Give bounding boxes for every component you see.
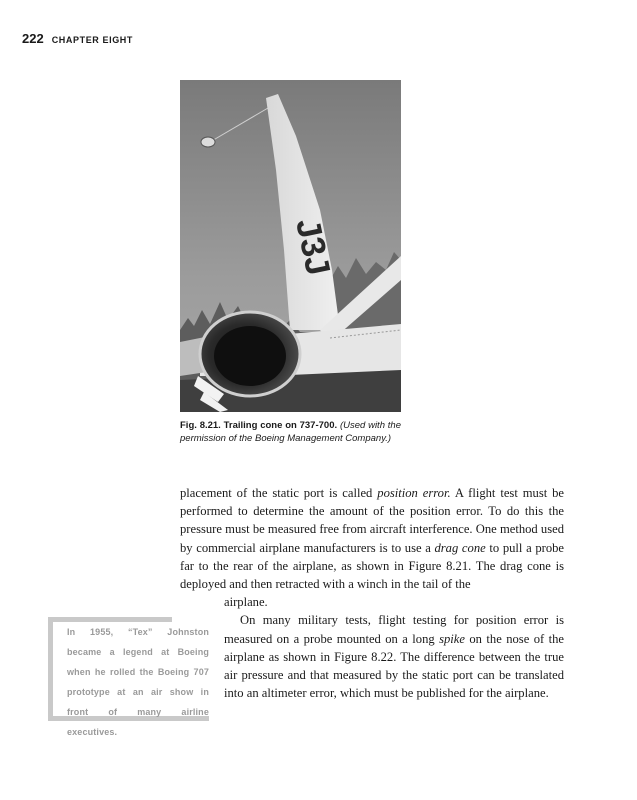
indented-block — [180, 593, 564, 702]
term-spike: spike — [439, 631, 465, 646]
term-position-error: position error. — [377, 486, 451, 500]
sidebar-text: In 1955, “Tex” Johnston became a legend at Boeing when he rolled the Boeing 707 prototype at an air show in front of many airline executives. — [67, 627, 209, 737]
body-text — [180, 484, 564, 702]
caption-label: Fig. 8.21. Trailing cone on 737-700. — [180, 420, 338, 431]
figure-caption — [180, 420, 401, 445]
trailing-cone — [201, 137, 215, 147]
paragraph-1-end: airplane. — [224, 595, 268, 610]
term-drag-cone: drag cone — [434, 540, 486, 555]
page-number: 222 — [22, 31, 44, 46]
figure-photo — [180, 80, 401, 412]
chapter-title: CHAPTER EIGHT — [51, 35, 134, 45]
page-header — [22, 31, 133, 46]
caption-credit: (Used with the permission of the Boeing Management Company.) — [180, 420, 401, 444]
paragraph-1: placement of the static port is called position error. A flight test must be performed to determine the amount of the position error. To do this the pressure must be measured free from aircraft interference. One method used by commercial airplane manufacturers is to use a drag cone to pull a probe far to the rear of the airplane, as shown in Figure 8.21. The drag cone is deployed and then retracted with a winch in the tail of the — [180, 486, 565, 592]
sidebar-note — [48, 617, 209, 737]
paragraph-2: On many military tests, flight testing for position error is measured on a probe mounted on a long spike on the nose of the airplane as shown in Figure 8.22. The difference between the true air pressure and that measured by the static port can be translated into an altimeter error, which must be published for the airplane. — [224, 613, 564, 701]
tail-lettering: J3J — [288, 215, 338, 279]
